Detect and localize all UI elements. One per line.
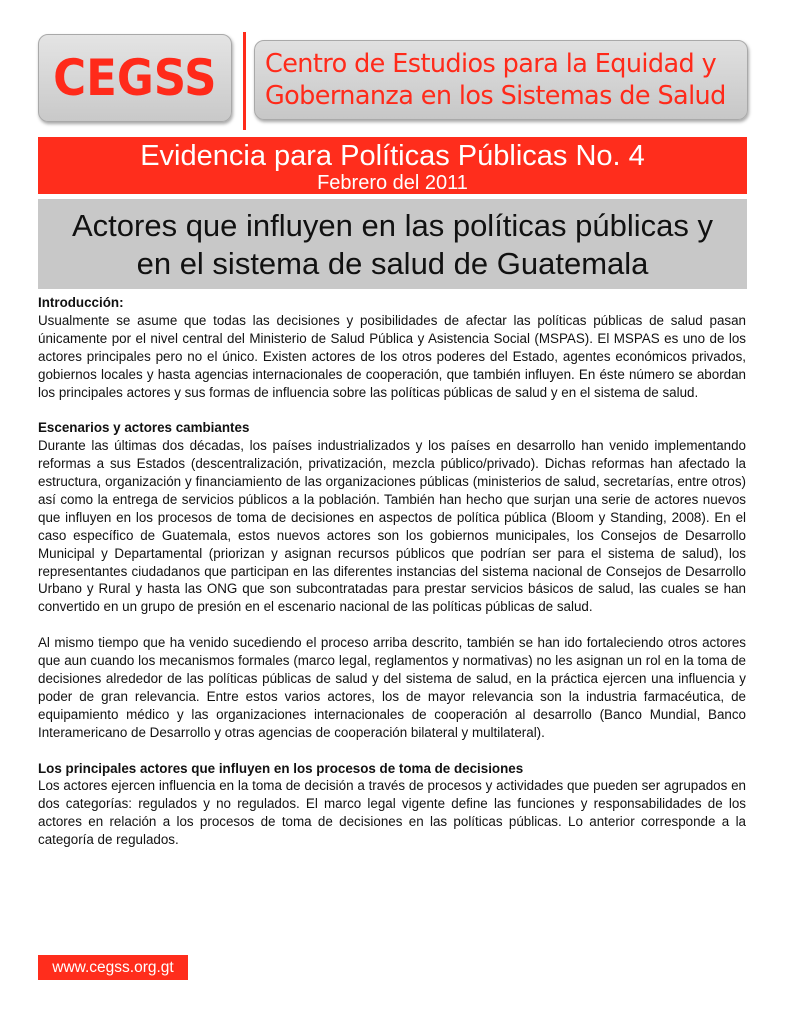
section-heading: Los principales actores que influyen en los procesos de toma de decisiones	[38, 760, 524, 776]
website-link[interactable]: www.cegss.org.gt	[38, 955, 188, 980]
organization-name-box	[254, 40, 748, 120]
org-name-line-2: Gobernanza en los Sistemas de Salud	[265, 81, 726, 111]
logo-text: CEGSS	[53, 49, 217, 107]
paragraph: Los actores ejercen influencia en la toma de decisión a través de procesos y actividades que pueden ser agrupados en dos categorías: regulados y no regulados. El marco legal vigente define las funciones y responsabilidades de los actores en relación a los procesos de toma de decisiones en las políticas públicas. Lo anterior corresponde a la categoría de regulados.	[38, 778, 746, 848]
paragraph: Durante las últimas dos décadas, los países industrializados y los países en desarrollo han venido implementando reformas a sus Estados (descentralización, privatización, mezcla público/privado). Dichas reformas han afectado la estructura, organización y financiamiento de las organizaciones públicas (ministerios de salud, secretarías, entre otros) así como la entrega de servicios públicos a la población. También han hecho que surjan una serie de actores nuevos que influyen en los procesos de toma de decisiones en aspectos de política pública (Bloom y Standing, 2008). En el caso específico de Guatemala, estos nuevos actores son los gobiernos municipales, los Consejos de Desarrollo Municipal y Departamental (priorizan y asignan recursos públicos que podrían ser para el sistema de salud), los representantes ciudadanos que participan en las diferentes instancias del sistema nacional de Consejos de Desarrollo Urbano y Rural y hasta las ONG que son subcontratadas para prestar servicios básicos de salud, las cuales se han convertido en un grupo de presión en el escenario nacional de las políticas públicas de salud.	[38, 438, 746, 615]
org-name-line-1: Centro de Estudios para la Equidad y	[265, 49, 717, 79]
page-header	[38, 32, 750, 124]
paragraph: Usualmente se asume que todas las decisiones y posibilidades de afectar las políticas públicas de salud pasan únicamente por el nivel central del Ministerio de Salud Pública y Asistencia Social (MSPAS). El MSPAS es uno de los actores principales pero no el único. Existen actores de los otros poderes del Estado, agentes económicos privados, gobiernos locales y hasta agencias internacionales de cooperación, que también influyen. En éste número se abordan los principales actores y sus formas de influencia sobre las políticas públicas de salud y en el sistema de salud.	[38, 312, 746, 400]
section-heading: Escenarios y actores cambiantes	[38, 420, 250, 436]
section-escenarios	[38, 419, 746, 741]
cegss-logo	[38, 34, 232, 122]
document-title-line-2: en el sistema de salud de Guatemala	[136, 246, 649, 281]
section-heading: Introducción:	[38, 295, 124, 310]
document-title-band	[38, 199, 747, 289]
document-title-line-1: Actores que influyen en las políticas públicas y	[71, 208, 714, 243]
section-introduccion	[38, 294, 746, 401]
publication-date: Febrero del 2011	[317, 172, 468, 194]
series-title: Evidencia para Políticas Públicas No. 4	[140, 140, 645, 172]
section-principales-actores	[38, 760, 746, 850]
series-banner	[38, 137, 747, 194]
header-divider	[243, 32, 246, 130]
document-body	[38, 294, 746, 849]
paragraph: Al mismo tiempo que ha venido sucediendo el proceso arriba descrito, también se han ido fortaleciendo otros actores que aun cuando los mecanismos formales (marco legal, reglamentos y normativas) no les asignan un rol en la toma de decisiones alrededor de las políticas públicas de salud y del sistema de salud, en la práctica ejercen una influencia y poder de gran relevancia. Entre estos varios actores, los de mayor relevancia son la industria farmacéutica, de equipamiento médico y las organizaciones internacionales de cooperación al desarrollo (Banco Mundial, Banco Interamericano de Desarrollo y otras agencias de cooperación bilateral y multilateral).	[38, 635, 746, 740]
